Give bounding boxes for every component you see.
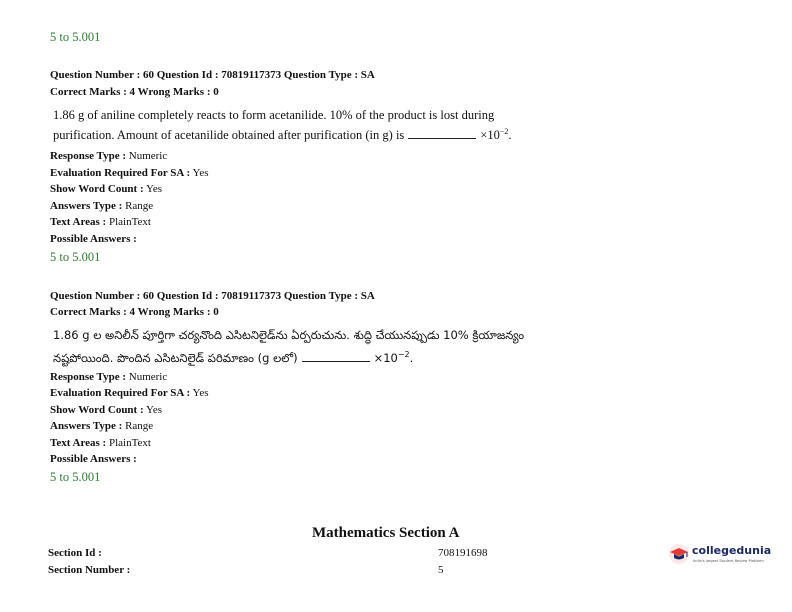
meta-possible-answers: Possible Answers : — [50, 453, 137, 465]
question-text-line-2 — [53, 123, 511, 144]
collegedunia-logo — [668, 541, 772, 571]
question-marks: Correct Marks : 4 Wrong Marks : 0 — [50, 86, 219, 98]
section-title: Mathematics Section A — [312, 525, 460, 541]
meta-answers-type: Answers Type : Range — [50, 420, 154, 432]
logo-tagline: India's largest Student Review Platform — [693, 559, 764, 563]
section-id-value: 708191698 — [438, 547, 488, 559]
meta-evaluation-required: Evaluation Required For SA : Yes — [50, 167, 209, 179]
multiplier: ×10 — [480, 128, 500, 143]
mortarboard-icon — [668, 543, 690, 565]
section-number-value: 5 — [438, 564, 444, 576]
question-text-line-1: 1.86 g of aniline completely reacts to form acetanilide. 10% of the product is lost during — [53, 108, 495, 122]
sentence-end: . — [508, 128, 512, 143]
multiplier-exponent: −2 — [397, 350, 410, 359]
question-text-line-2-main: purification. Amount of acetanilide obtained after purification (in g) is — [53, 128, 405, 143]
question-marks: Correct Marks : 4 Wrong Marks : 0 — [50, 306, 219, 318]
multiplier: ×10 — [373, 350, 398, 365]
section-number-label: Section Number : — [48, 564, 131, 576]
question-text-line-2 — [53, 346, 413, 367]
possible-answer: 5 to 5.001 — [50, 250, 101, 264]
meta-answers-type: Answers Type : Range — [50, 200, 154, 212]
answer-blank — [302, 352, 370, 362]
question-header: Question Number : 60 Question Id : 70819117373 Question Type : SA — [50, 290, 375, 302]
logo-name: collegedunia — [692, 544, 772, 557]
sentence-end: . — [409, 350, 414, 365]
answer-blank — [408, 129, 476, 139]
section-id-label: Section Id : — [48, 547, 102, 559]
multiplier-exponent: −2 — [499, 127, 509, 136]
question-text-line-1: 1.86 g ల అనిలీన్ పూర్తిగా చర్యనొంది ఎసిటనిలైడ్‌ను ఏర్పరుచును. శుద్ధి చేయునప్పుడు 10% క్రియాజన్యం — [53, 328, 525, 342]
possible-answer: 5 to 5.001 — [50, 470, 101, 484]
meta-response-type: Response Type : Numeric — [50, 371, 168, 383]
meta-text-areas: Text Areas : PlainText — [50, 437, 151, 449]
meta-show-word-count: Show Word Count : Yes — [50, 404, 162, 416]
meta-response-type: Response Type : Numeric — [50, 150, 168, 162]
meta-text-areas: Text Areas : PlainText — [50, 216, 151, 228]
question-text-line-2-main: నష్టపోయింది. పొందిన ఎసిటనిలైడ్ పరిమాణం (g లలో) — [53, 350, 298, 365]
meta-possible-answers: Possible Answers : — [50, 233, 137, 245]
meta-evaluation-required: Evaluation Required For SA : Yes — [50, 387, 209, 399]
previous-possible-answer: 5 to 5.001 — [50, 30, 101, 44]
question-header: Question Number : 60 Question Id : 70819117373 Question Type : SA — [50, 69, 375, 81]
meta-show-word-count: Show Word Count : Yes — [50, 183, 162, 195]
